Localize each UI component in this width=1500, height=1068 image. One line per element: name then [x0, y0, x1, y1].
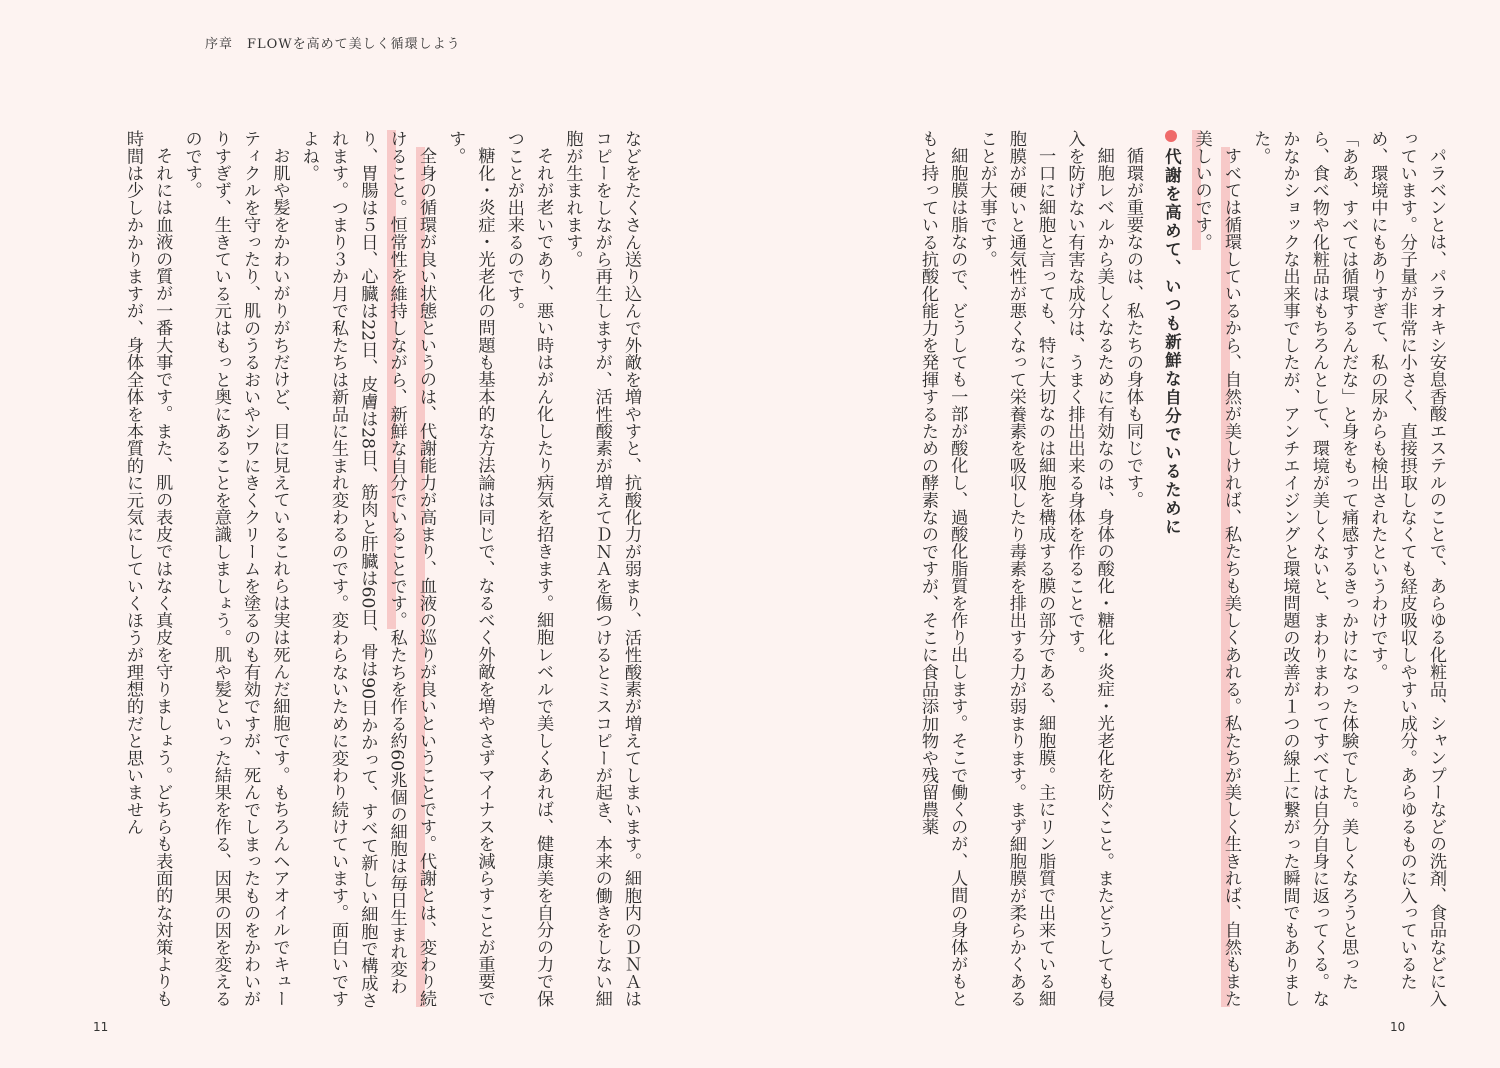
highlight-text: 全身の循環が良い状態というのは、代謝能力が高まり、血液の巡りが良いということです。代謝とは、変わり続けること。恒常性を維持しながら、新鮮な自分でいることです。 [386, 130, 436, 1008]
right-page [850, 130, 1450, 1010]
paragraph-text: 私たちを作る約60兆個の細胞は毎日生まれ変わり、胃腸は５日、心臓は22日、皮膚は28日、筋肉と肝臓は60日、骨は90日かかって、すべて新しい細胞で構成されます。つまり３か月で私たちは新品に生まれ変わるのです。変わらないために変わり続けています。面白いですよね。 [298, 130, 407, 1009]
paragraph: 細胞レベルから美しくなるために有効なのは、身体の酸化・糖化・炎症・光老化を防ぐこと。またどうしても侵入を防げない有害な成分は、うまく排出出来る身体を作ることです。 [1064, 130, 1114, 1008]
section-heading-text: 代謝を高めて、いつも新鮮な自分でいるために [1162, 148, 1182, 537]
bullet-dot-icon [1165, 130, 1177, 142]
paragraph: 「ああ、すべては循環するんだな」と身をもって痛感するきっかけになった体験でした。美しくなろうと思ったら、食べ物や化粧品はもちろんとして、環境が美しくないと、まわりまわってすべては自分自身に返ってくる。なかなかショックな出来事でしたが、アンチエイジングと環境問題の改善が１つの線上に繋がった瞬間でもありました。 [1250, 130, 1359, 1008]
paragraph: パラベンとは、パラオキシ安息香酸エステルのことで、あらゆる化粧品、シャンプーなどの洗剤、食品などに入っています。分子量が非常に小さく、直接摂取しなくても経皮吸収しやすい成分。あらゆるものに入っているため、環境中にもありすぎて、私の尿からも検出されたというわけです。 [1367, 130, 1446, 1008]
paragraph: 糖化・炎症・光老化の問題も基本的な方法論は同じで、なるべく外敵を増やさずマイナスを減らすことが重要です。 [445, 130, 495, 1008]
highlight-text: すべては循環しているから、自然が美しければ、私たちも美しくあれる。私たちが美しく生きれば、自然もまた美しいのです。 [1191, 130, 1241, 1008]
paragraph [293, 130, 439, 1010]
paragraph: 循環が重要なのは、私たちの身体も同じです。 [1123, 147, 1144, 509]
running-head: 序章 FLOWを高めて美しく循環しよう [205, 37, 461, 52]
page-number-left: 11 [93, 1020, 109, 1034]
paragraph: お肌や髪をかわいがりがちだけど、目に見えているこれらは実は死んだ細胞です。もちろんヘアオイルでキューティクルを守ったり、肌のうるおいやシワにきくクリームを塗るのも有効ですが、死んでしまったものをかわいがりすぎず、生きている元はもっと奥にあることを意識しましょう。肌や髪といった結果を作る、因果の因を変えるのです。 [181, 130, 290, 1008]
highlighted-paragraph [1186, 130, 1245, 1010]
paragraph: 細胞膜は脂なので、どうしても一部が酸化し、過酸化脂質を作り出します。そこで働くのが、人間の身体がもともと持っている抗酸化能力を発揮するための酵素なのですが、そこに食品添加物や残留農薬 [917, 130, 968, 1008]
section-heading [1157, 130, 1186, 1010]
paragraph: などをたくさん送り込んで外敵を増やすと、抗酸化力が弱まり、活性酸素が増えてしまいます。細胞内のＤＮＡはコピーをしながら再生しますが、活性酸素が増えてＤＮＡを傷つけるとミスコピーが起き、本来の働きをしない細胞が生まれます。 [562, 130, 641, 1008]
paragraph: それには血液の質が一番大事です。また、肌の表皮ではなく真皮を守りましょう。どちらも表面的な対策よりも時間は少しかかりますが、身体全体を本質的に元気にしていくほうが理想的だと思いません [122, 130, 173, 1008]
page-number-right: 10 [1390, 1020, 1406, 1034]
paragraph: 一口に細胞と言っても、特に大切なのは細胞を構成する膜の部分である、細胞膜。主にリン脂質で出来ている細胞膜が硬いと通気性が悪くなって栄養素を吸収したり毒素を排出する力が弱まります。まず細胞膜が柔らかくあることが大事です。 [976, 130, 1056, 1008]
paragraph: それが老いであり、悪い時はがん化したり病気を招きます。細胞レベルで美しくあれば、健康美を自分の力で保つことが出来るのです。 [503, 130, 554, 1008]
left-page [60, 130, 645, 1010]
